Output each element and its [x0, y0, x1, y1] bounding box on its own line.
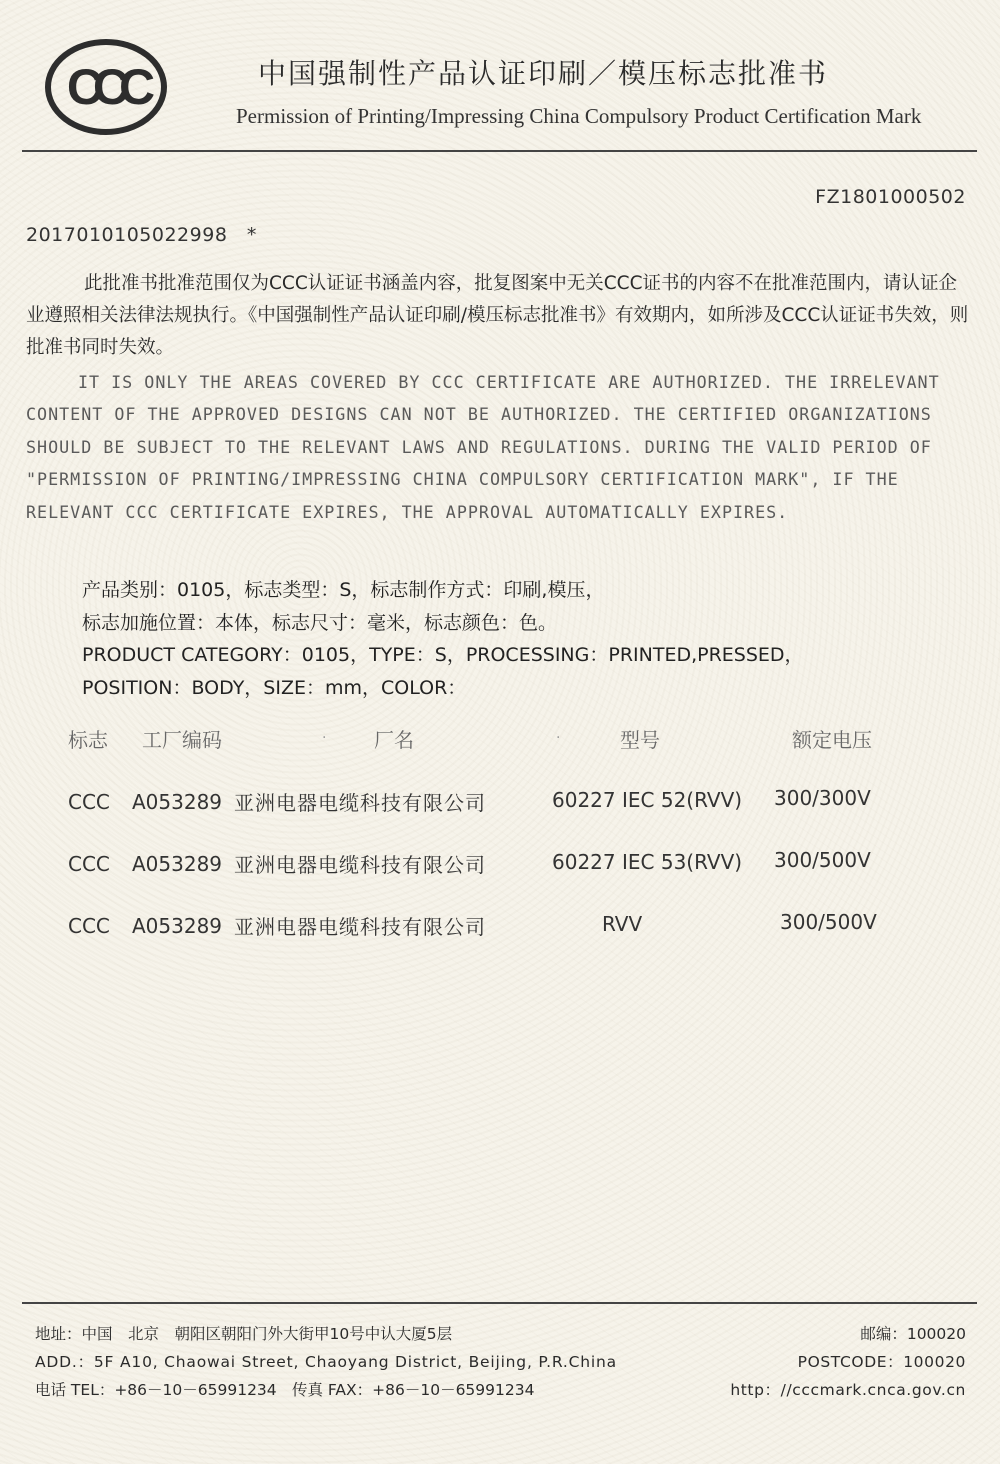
cell-model: 60227 IEC 53(RVV): [552, 850, 743, 874]
cell-mark: CCC: [68, 914, 110, 938]
cell-model: 60227 IEC 52(RVV): [552, 788, 743, 812]
header-mark: 标志: [68, 728, 108, 752]
cell-mark: CCC: [68, 790, 110, 814]
header-separator: ·: [322, 730, 327, 746]
specification-block: [82, 574, 804, 704]
cell-voltage: 300/500V: [774, 848, 871, 872]
header-factory-code: 工厂编码: [142, 728, 222, 752]
header-rated-voltage: 额定电压: [792, 728, 872, 752]
cell-factory-code: A053289: [132, 790, 223, 814]
cell-voltage: 300/500V: [780, 910, 877, 934]
header-separator: ·: [556, 730, 561, 746]
cell-model: RVV: [602, 912, 643, 936]
logo-text: CCC: [66, 59, 146, 115]
ccc-logo: [44, 38, 168, 136]
cell-factory-code: A053289: [132, 852, 223, 876]
title-english: Permission of Printing/Impressing China Compulsory Product Certification Mark: [236, 104, 922, 128]
postcode-english: POSTCODE：100020: [797, 1353, 966, 1371]
spec-line-en-2: POSITION：BODY，SIZE：mm，COLOR：: [82, 676, 467, 699]
serial-number: 2017010105022998 *: [26, 224, 257, 246]
fax: 传真 FAX：+86－10－65991234: [292, 1381, 535, 1399]
header-model: 型号: [620, 728, 660, 752]
postcode-chinese: 邮编：100020: [860, 1325, 966, 1343]
telephone: 电话 TEL：+86－10－65991234: [35, 1381, 277, 1399]
scope-paragraph-chinese: 此批准书批准范围仅为CCC认证证书涵盖内容，批复图案中无关CCC证书的内容不在批准范围内，请认证企业遵照相关法律法规执行。《中国强制性产品认证印刷/模压标志批准书》有效期内，如所涉及CCC认证证书失效，则批准书同时失效。: [26, 273, 969, 358]
cell-mark: CCC: [68, 852, 110, 876]
title-chinese: 中国强制性产品认证印刷／模压标志批准书: [258, 57, 829, 90]
spec-line-en-1: PRODUCT CATEGORY：0105，TYPE：S，PROCESSING：PRINTED,PRESSED，: [82, 644, 804, 666]
cell-factory-name: 亚洲电器电缆科技有限公司: [234, 915, 486, 939]
spec-line-cn-2: 标志加施位置：本体，标志尺寸：毫米，标志颜色：色。: [82, 611, 558, 634]
website-url: http：//cccmark.cnca.gov.cn: [730, 1381, 966, 1399]
cell-factory-name: 亚洲电器电缆科技有限公司: [234, 853, 486, 877]
cell-voltage: 300/300V: [774, 786, 871, 810]
footer-divider: [22, 1302, 977, 1304]
scope-paragraph-english: IT IS ONLY THE AREAS COVERED BY CCC CERTIFICATE ARE AUTHORIZED. THE IRRELEVANT CONTENT OF THE APPROVED DESIGNS CAN NOT BE AUTHORIZED. THE CERTIFIED ORGANIZATIONS SHOULD BE SUBJECT TO THE RELEVANT LAWS AND REGULATIONS. DURING THE VALID PERIOD OF "PERMISSION OF PRINTING/IMPRESSING CHINA COMPULSORY CERTIFICATION MARK", IF THE RELEVANT CCC CERTIFICATE EXPIRES, THE APPROVAL AUTOMATICALLY EXPIRES.: [26, 372, 940, 522]
address-english: ADD.：5F A10, Chaowai Street, Chaoyang District, Beijing, P.R.China: [35, 1353, 617, 1371]
cell-factory-name: 亚洲电器电缆科技有限公司: [234, 791, 486, 815]
spec-line-cn-1: 产品类别：0105，标志类型：S，标志制作方式：印刷,模压，: [82, 579, 605, 601]
header-factory-name: 厂名: [374, 728, 414, 752]
header-divider: [22, 150, 977, 152]
address-chinese: 地址：中国 北京 朝阳区朝阳门外大街甲10号中认大厦5层: [35, 1325, 453, 1343]
certificate-number: FZ1801000502: [815, 186, 966, 208]
cell-factory-code: A053289: [132, 914, 223, 938]
